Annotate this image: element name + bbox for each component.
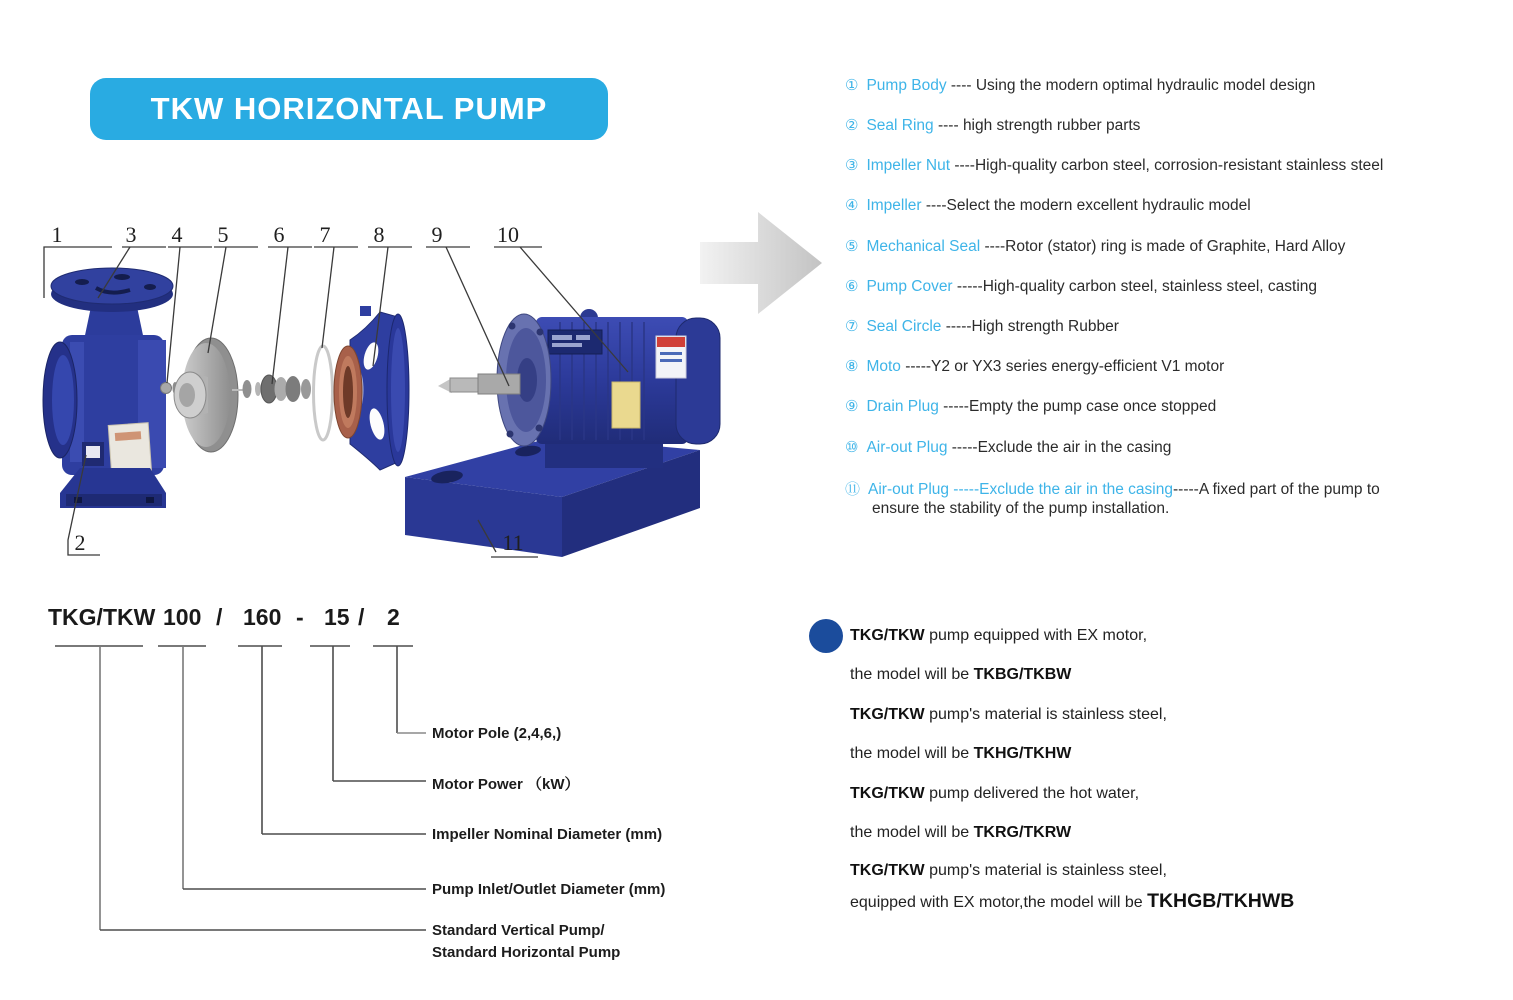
model-label-standard-vertical: Standard Vertical Pump/ [432, 922, 605, 939]
part-list-item-3: ③ Impeller Nut ----High-quality carbon steel, corrosion-resistant stainless steel [845, 157, 1384, 174]
motor-figure [438, 309, 720, 468]
model-code-segment: / [216, 604, 223, 630]
exploded-pump-diagram [0, 190, 840, 580]
model-label-motor-power: Motor Power （kW） [432, 776, 580, 793]
callout-7: 7 [319, 222, 331, 247]
callout-2: 2 [74, 530, 86, 555]
part-list-item-11: ⑪ Air-out Plug -----Exclude the air in the casing-----A fixed part of the pump to [845, 481, 1380, 498]
circled-number-icon: ⑦ [845, 318, 859, 335]
circled-number-icon: ⑥ [845, 278, 859, 295]
page-title: TKW HORIZONTAL PUMP [150, 91, 548, 126]
circled-number-icon: ⑩ [845, 439, 859, 456]
model-code-segment: 15 [324, 604, 350, 630]
variant-line-7: TKG/TKW pump's material is stainless steel, [850, 862, 1167, 879]
model-code-tree-lines [0, 640, 760, 970]
part-list-item-10: ⑩ Air-out Plug -----Exclude the air in the casing [845, 439, 1172, 456]
model-label-impeller-diameter: Impeller Nominal Diameter (mm) [432, 826, 663, 843]
callout-10: 10 [497, 222, 519, 247]
part-list-item-5: ⑤ Mechanical Seal ----Rotor (stator) ring is made of Graphite, Hard Alloy [845, 238, 1346, 255]
impeller-figure [161, 338, 239, 452]
circled-number-icon: ③ [845, 157, 859, 174]
mechanical-seal-figure [232, 375, 311, 403]
part-list-item-1: ① Pump Body ---- Using the modern optimal hydraulic model design [845, 77, 1316, 94]
circled-number-icon: ④ [845, 197, 859, 214]
model-code-segment: - [296, 604, 304, 630]
circled-number-icon: ② [845, 117, 859, 134]
model-code-segment: 2 [387, 604, 400, 630]
callout-6: 6 [273, 222, 285, 247]
transition-arrow-icon [700, 212, 822, 314]
part-list-item-8: ⑧ Moto -----Y2 or YX3 series energy-efficient V1 motor [845, 358, 1225, 375]
seal-circle-figure [314, 346, 333, 440]
callout-8: 8 [373, 222, 385, 247]
title-banner [90, 78, 608, 140]
callout-1: 1 [51, 222, 63, 247]
parts-list [845, 0, 1505, 540]
model-label-inlet-outlet: Pump Inlet/Outlet Diameter (mm) [432, 881, 666, 898]
model-label-standard-horizontal: Standard Horizontal Pump [432, 944, 621, 961]
part-list-item-9: ⑨ Drain Plug -----Empty the pump case once stopped [845, 398, 1217, 415]
variant-line-2: the model will be TKBG/TKBW [850, 666, 1072, 683]
model-code-segment: TKG/TKW [48, 604, 156, 630]
variant-line-8: equipped with EX motor,the model will be TKHGB/TKHWB [850, 890, 1295, 912]
variant-line-1: TKG/TKW pump equipped with EX motor, [850, 627, 1148, 644]
model-code-segment: 100 [163, 604, 202, 630]
circled-number-icon: ⑤ [845, 238, 859, 255]
callout-3: 3 [125, 222, 137, 247]
circled-number-icon: ⑧ [845, 358, 859, 375]
callout-11: 11 [502, 530, 524, 555]
part-list-item-11-line2: ensure the stability of the pump installation. [872, 500, 1170, 517]
part-list-item-2: ② Seal Ring ---- high strength rubber parts [845, 117, 1141, 134]
part-list-item-6: ⑥ Pump Cover -----High-quality carbon steel, stainless steel, casting [845, 278, 1318, 295]
pump-body-figure [43, 268, 173, 508]
circled-number-icon: ① [845, 77, 859, 94]
circled-number-icon: ⑪ [845, 481, 861, 498]
variant-line-5: TKG/TKW pump delivered the hot water, [850, 785, 1140, 802]
circled-number-icon: ⑨ [845, 398, 859, 415]
model-label-motor-pole: Motor Pole (2,4,6,) [432, 725, 562, 742]
callout-5: 5 [217, 222, 229, 247]
variant-line-4: the model will be TKHG/TKHW [850, 745, 1072, 762]
part-list-item-4: ④ Impeller ----Select the modern excellent hydraulic model [845, 197, 1251, 214]
part-list-item-7: ⑦ Seal Circle -----High strength Rubber [845, 318, 1119, 335]
variant-line-6: the model will be TKRG/TKRW [850, 824, 1072, 841]
callout-9: 9 [431, 222, 443, 247]
model-code-segment: 160 [243, 604, 282, 630]
callout-4: 4 [171, 222, 183, 247]
bullet-circle-icon [809, 619, 843, 653]
variant-line-3: TKG/TKW pump's material is stainless steel, [850, 706, 1167, 723]
pump-cover-figure [334, 306, 409, 470]
model-code-segment: / [358, 604, 365, 630]
